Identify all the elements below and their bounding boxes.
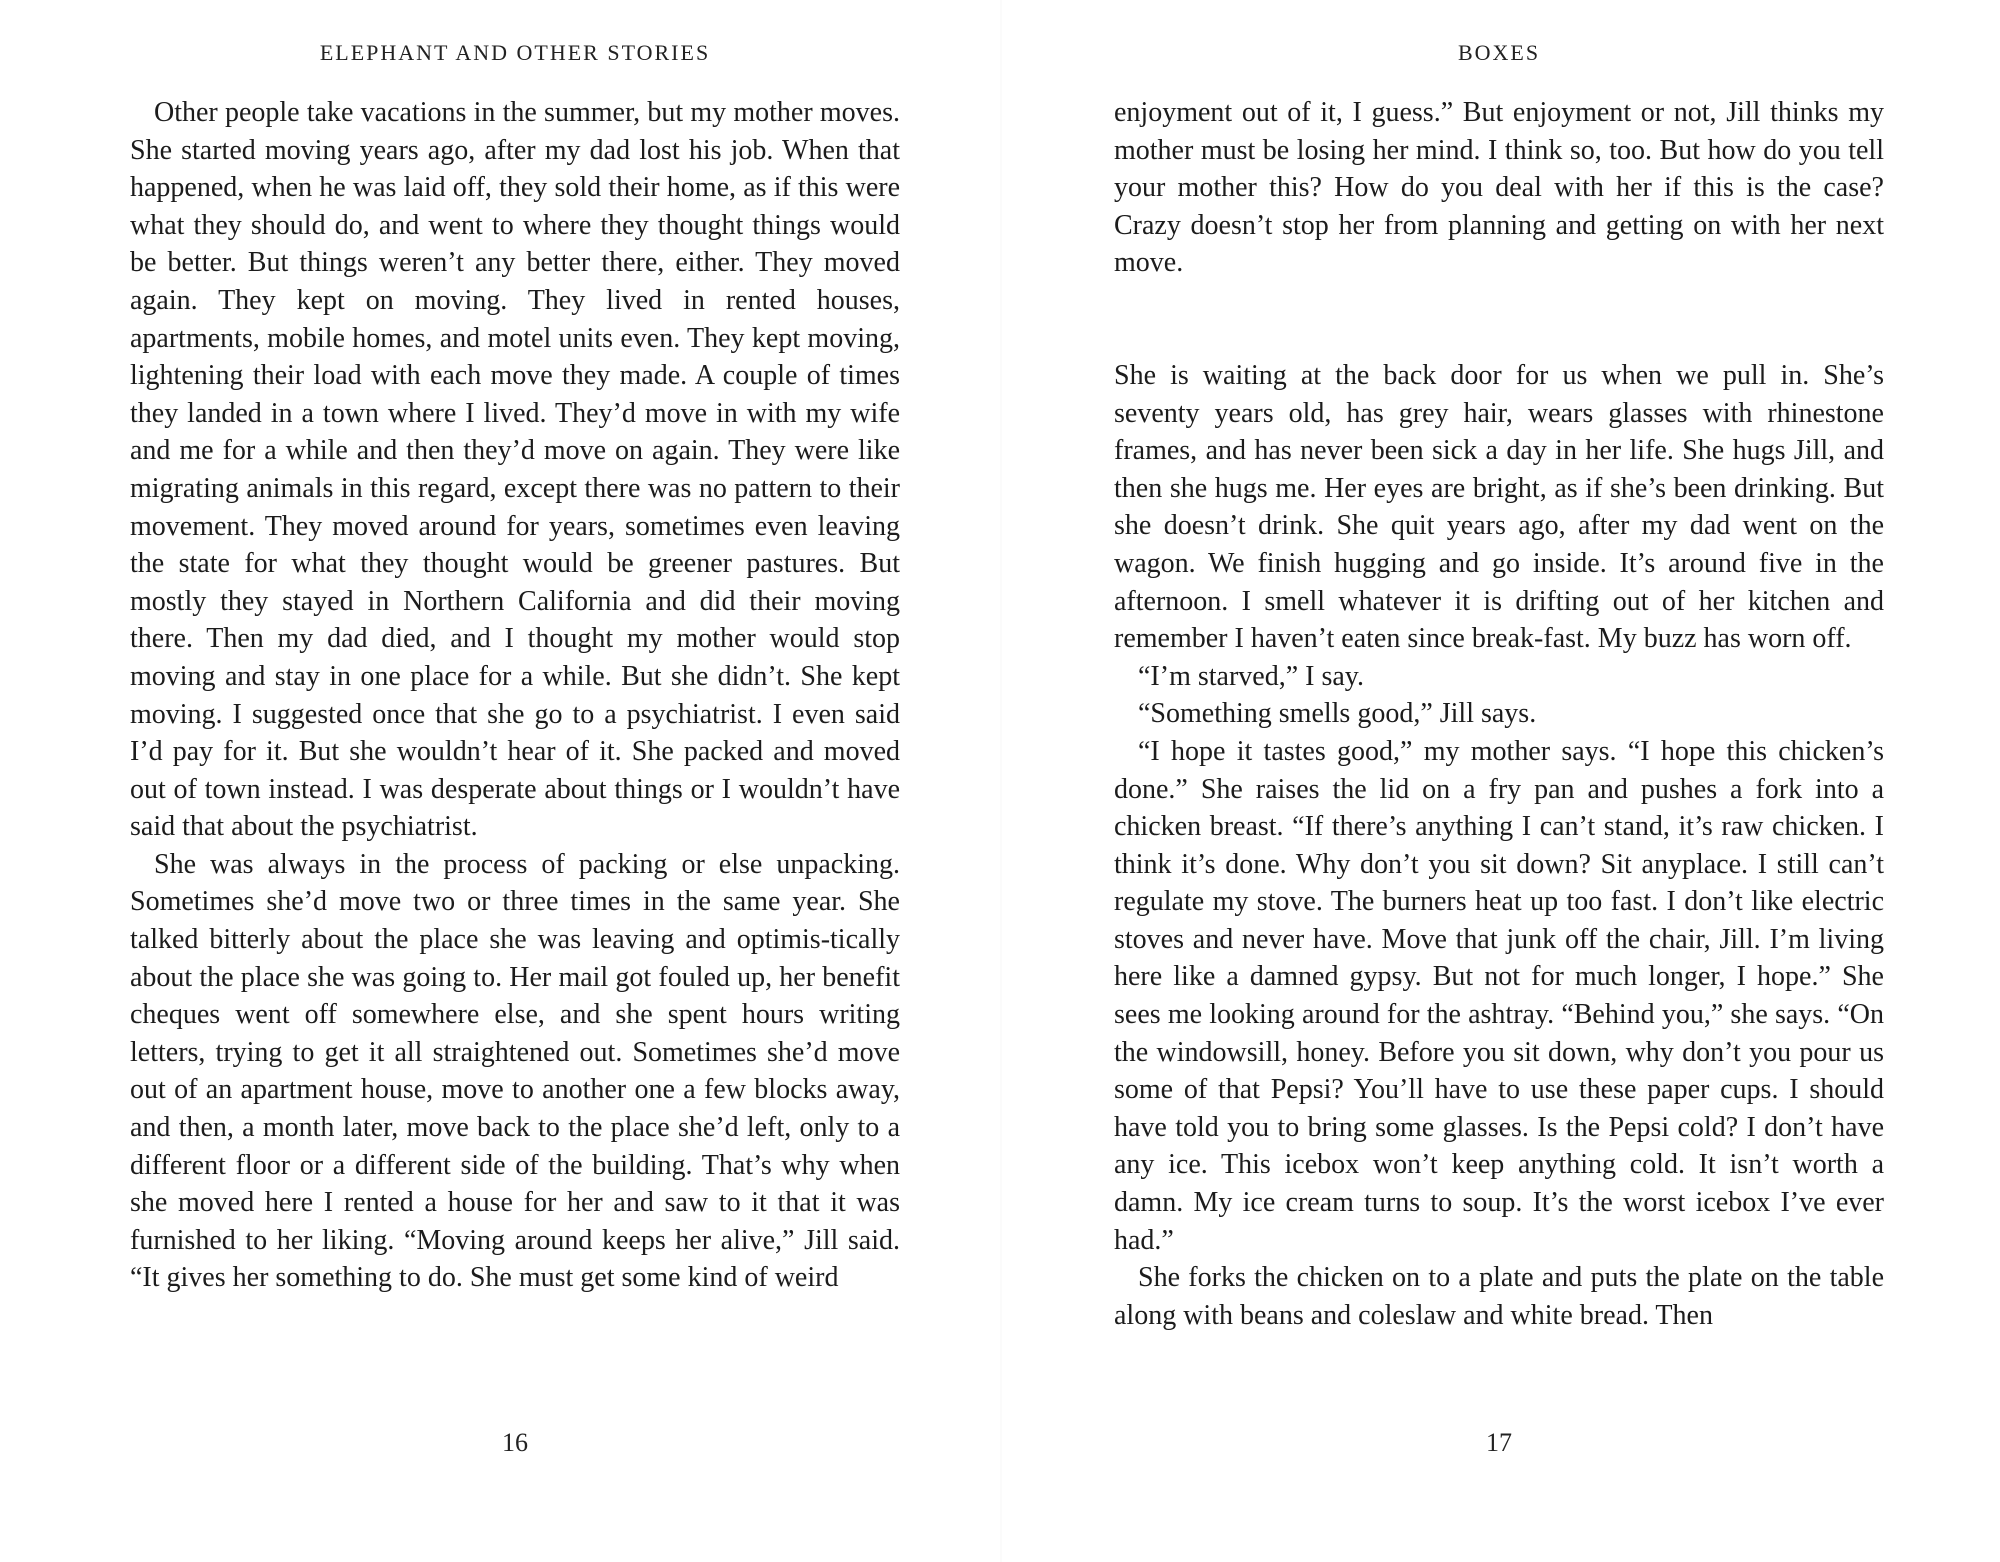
running-head-right: BOXES bbox=[1457, 40, 1541, 65]
paragraph: She forks the chicken on to a plate and puts the plate on the table along with beans and coleslaw and white bread. Then bbox=[1114, 1262, 1884, 1331]
gutter bbox=[1000, 0, 1002, 1562]
paragraph: “Something smells good,” Jill says. bbox=[1138, 698, 1537, 730]
page-number-left: 16 bbox=[502, 1428, 528, 1457]
paragraph: She is waiting at the back door for us when we pull in. She’s seventy years old, has grey hair, wears glasses with rhinestone frames, and has never been sick a day in her life. She hugs Jill, and then she hugs me. Her eyes are bright, as if she’s been drinking. But she doesn’t drink. She quit years ago, after my dad went on the wagon. We finish hugging and go inside. It’s around five in the afternoon. I smell whatever it is drifting out of her kitchen and remember I haven’t eaten since break-fast. My buzz has worn off. bbox=[1114, 359, 1884, 655]
paragraph: “I hope it tastes good,” my mother says. “I hope this chicken’s done.” She raises the lid on a fry pan and pushes a fork into a chicken breast. “If there’s anything I can’t stand, it’s raw chicken. I think it’s done. Why don’t you sit down? Sit anyplace. I still can’t regulate my stove. The burners heat up too fast. I don’t like electric stoves and never have. Move that junk off the chair, Jill. I’m living here like a damned gypsy. But not for much longer, I hope.” She sees me looking around for the ashtray. “Behind you,” she says. “On the windowsill, honey. Before you sit down, why don’t you pour us some of that Pepsi? You’ll have to use these paper cups. I should have told you to bring some glasses. Is the Pepsi cold? I don’t have any ice. This icebox won’t keep anything cold. It isn’t worth a damn. My ice cream turns to soup. It’s the worst icebox I’ve ever had.” bbox=[1114, 735, 1884, 1256]
section-break bbox=[1114, 282, 1884, 357]
right-page bbox=[1114, 0, 1884, 1562]
left-page bbox=[130, 0, 900, 1562]
left-text-block bbox=[130, 94, 900, 1297]
paragraph: She was always in the process of packing or else unpacking. Sometimes she’d move two or three times in the same year. She talked bitterly about the place she was leaving and optimis-tically about the place she was going to. Her mail got fouled up, her benefit cheques went off somewhere else, and she spent hours writing letters, trying to get it all straightened out. Sometimes she’d move out of an apartment house, move to another one a few blocks away, and then, a month later, move back to the place she’d left, only to a different floor or a different side of the building. That’s why when she moved here I rented a house for her and saw to it that it was furnished to her liking. “Moving around keeps her alive,” Jill said. “It gives her something to do. She must get some kind of weird bbox=[130, 848, 900, 1294]
paragraph-continued: enjoyment out of it, I guess.” But enjoyment or not, Jill thinks my mother must be losing her mind. I think so, too. But how do you tell your mother this? How do you deal with her if this is the case? Crazy doesn’t stop her from planning and getting on with her next move. bbox=[1114, 97, 1884, 279]
right-text-block bbox=[1114, 94, 1884, 1334]
page-number-right: 17 bbox=[1486, 1428, 1512, 1457]
paragraph: “I’m starved,” I say. bbox=[1138, 660, 1364, 692]
running-head-left: ELEPHANT AND OTHER STORIES bbox=[319, 40, 711, 65]
paragraph: Other people take vacations in the summer, but my mother moves. She started moving years ago, after my dad lost his job. When that happened, when he was laid off, they sold their home, as if this were what they should do, and went to where they thought things would be better. But things weren’t any better there, either. They moved again. They kept on moving. They lived in rented houses, apartments, mobile homes, and motel units even. They kept moving, lightening their load with each move they made. A couple of times they landed in a town where I lived. They’d move in with my wife and me for a while and then they’d move on again. They were like migrating animals in this regard, except there was no pattern to their movement. They moved around for years, sometimes even leaving the state for what they thought would be greener pastures. But mostly they stayed in Northern California and did their moving there. Then my dad died, and I thought my mother would stop moving and stay in one place for a while. But she didn’t. She kept moving. I suggested once that she go to a psychiatrist. I even said I’d pay for it. But she wouldn’t hear of it. She packed and moved out of town instead. I was desperate about things or I wouldn’t have said that about the psychiatrist. bbox=[130, 97, 900, 843]
